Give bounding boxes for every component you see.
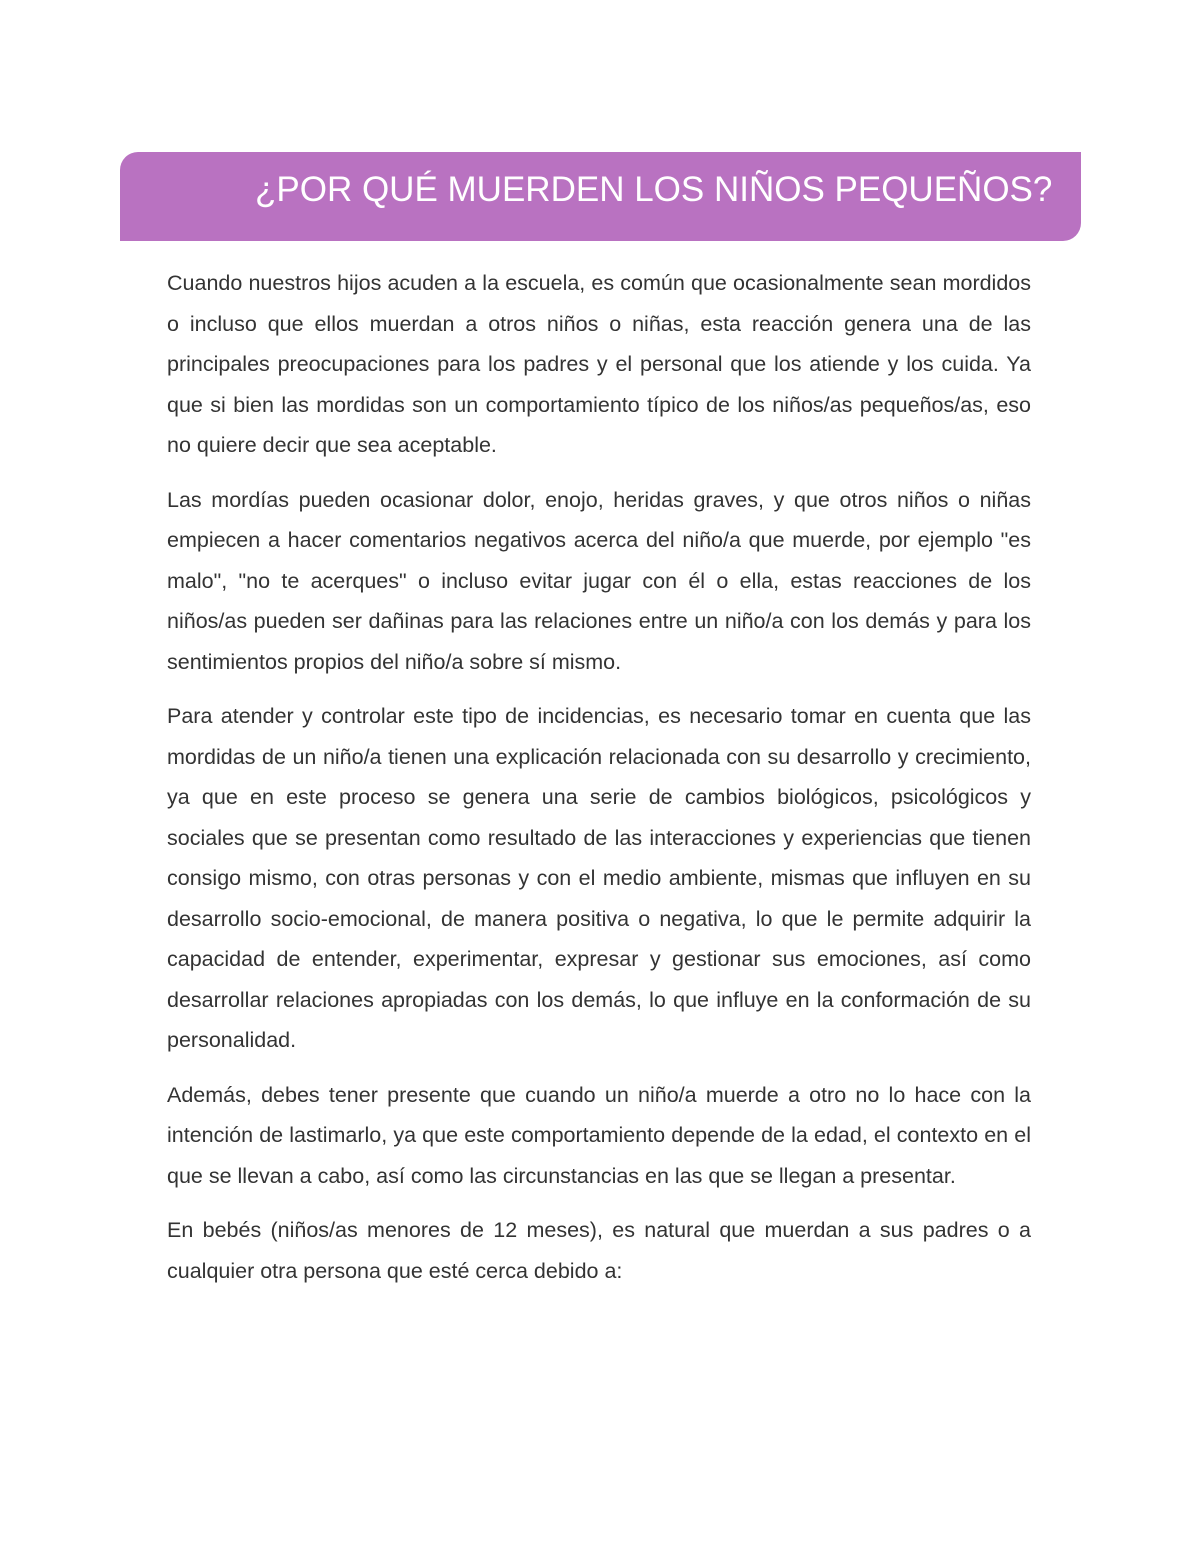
paragraph-1: Cuando nuestros hijos acuden a la escuela, es común que ocasionalmente sean mordidos o incluso que ellos muerdan a otros niños o niñas, esta reacción genera una de las principales preocupaciones para los padres y el personal que los atiende y los cuida. Ya que si bien las mordidas son un comportamiento típico de los niños/as pequeños/as, eso no quiere decir que sea aceptable.: [167, 271, 1031, 457]
page-title: ¿POR QUÉ MUERDEN LOS NIÑOS PEQUEÑOS?: [255, 170, 1053, 209]
paragraph-2: Las mordías pueden ocasionar dolor, enojo, heridas graves, y que otros niños o niñas empiecen a hacer comentarios negativos acerca del niño/a que muerde, por ejemplo "es malo", "no te acerques" o incluso evitar jugar con él o ella, estas reacciones de los niños/as pueden ser dañinas para las relaciones entre un niño/a con los demás y para los sentimientos propios del niño/a sobre sí mismo.: [167, 487, 1031, 674]
paragraph-4: Además, debes tener presente que cuando un niño/a muerde a otro no lo hace con la intención de lastimarlo, ya que este comportamiento depende de la edad, el contexto en el que se llevan a cabo, así como las circunstancias en las que se llegan a presentar.: [167, 1082, 1031, 1188]
paragraph-5: En bebés (niños/as menores de 12 meses), es natural que muerdan a sus padres o a cualquier otra persona que esté cerca debido a:: [167, 1218, 1031, 1283]
document-body: [167, 263, 1031, 1305]
paragraph-3: Para atender y controlar este tipo de incidencias, es necesario tomar en cuenta que las mordidas de un niño/a tienen una explicación relacionada con su desarrollo y crecimiento, ya que en este proceso se genera una serie de cambios biológicos, psicológicos y sociales que se presentan como resultado de las interacciones y experiencias que tienen consigo mismo, con otras personas y con el medio ambiente, mismas que influyen en su desarrollo socio-emocional, de manera positiva o negativa, lo que le permite adquirir la capacidad de entender, experimentar, expresar y gestionar sus emociones, así como desarrollar relaciones apropiadas con los demás, lo que influye en la conformación de su personalidad.: [167, 704, 1031, 1052]
title-banner: [120, 152, 1081, 241]
